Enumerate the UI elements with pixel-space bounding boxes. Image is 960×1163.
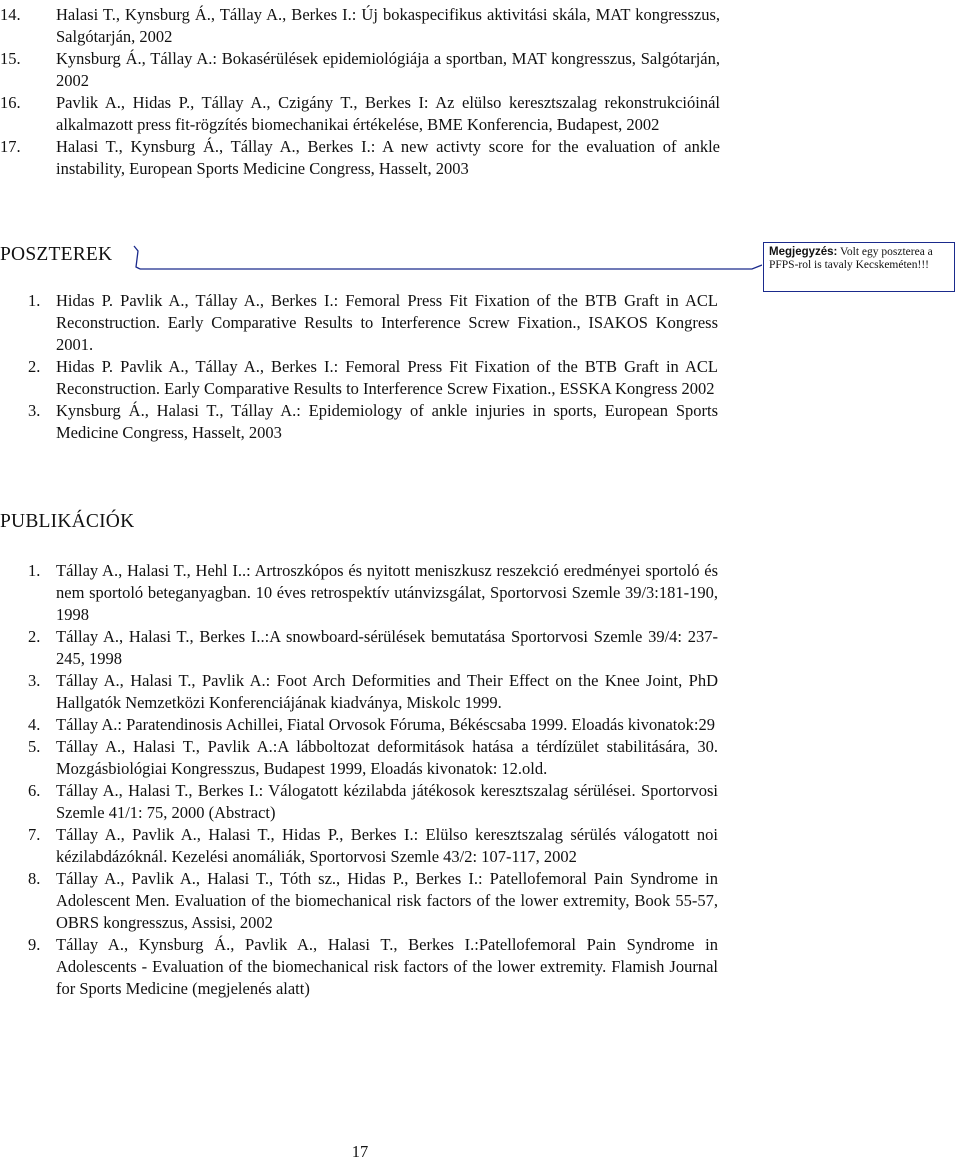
item-text: Tállay A., Halasi T., Pavlik A.:A lábboltozat deformitások hatása a térdízület stabilitására, 30. Mozgásbiológiai Kongresszus, Budapest 1999, Eloadás kivonatok: 12.old. [56,737,718,778]
item-number: 4. [28,715,41,734]
list-item [0,136,720,180]
item-text: Tállay A., Pavlik A., Halasi T., Hidas P., Berkes I.: Elülso keresztszalag sérülés válogatott noi kézilabdázóknál. Kezelési anomáliák, Sportorvosi Szemle 43/2: 107-117, 2002 [56,825,718,866]
item-number: 2. [28,627,41,646]
list-item [28,356,718,400]
list-item [0,92,720,136]
list-item [28,714,718,736]
item-text: Halasi T., Kynsburg Á., Tállay A., Berkes I.: Új bokaspecifikus aktivitási skála, MAT kongresszus, Salgótarján, 2002 [56,5,720,46]
comment-connector [132,245,762,275]
item-number: 7. [28,825,41,844]
item-number: 15. [0,49,21,68]
item-text: Tállay A., Halasi T., Berkes I.: Válogatott kézilabda játékosok keresztszalag sérülései. Sportorvosi Szemle 41/1: 75, 2000 (Abstract) [56,781,718,822]
item-text: Tállay A.: Paratendinosis Achillei, Fiatal Orvosok Fóruma, Békéscsaba 1999. Eloadás kivonatok:29 [56,715,715,734]
item-text: Hidas P. Pavlik A., Tállay A., Berkes I.: Femoral Press Fit Fixation of the BTB Graft in ACL Reconstruction. Early Comparative Results to Interference Screw Fixation., ISAKOS Kongress 2001. [56,291,718,354]
item-text: Tállay A., Pavlik A., Halasi T., Tóth sz., Hidas P., Berkes I.: Patellofemoral Pain Syndrome in Adolescent Men. Evaluation of the biomechanical risk factors of the lower extremity, Book 55-57, OBRS kongresszus, Assisi, 2002 [56,869,718,932]
poster-list [28,290,718,444]
item-text: Tállay A., Halasi T., Hehl I..: Artroszkópos és nyitott meniszkusz reszekció eredményei sportoló és nem sportoló beteganyagban. 10 éves retrospektív utánvizsgálat, Sportorvosi Szemle 39/3:181-190, 1998 [56,561,718,624]
item-text: Pavlik A., Hidas P., Tállay A., Czigány T., Berkes I: Az elülso keresztszalag rekonstrukcióinál alkalmazott press fit-rögzítés biomechanikai értékelése, BME Konferencia, Budapest, 2002 [56,93,720,134]
item-number: 14. [0,5,21,24]
list-item [28,934,718,1000]
list-item [28,560,718,626]
page-number: 17 [351,1142,369,1161]
list-item [0,4,720,48]
item-number: 2. [28,357,41,376]
comment-text: Volt egy poszterea a PFPS-rol is tavaly Kecskeméten!!! [769,246,933,271]
item-number: 16. [0,93,21,112]
publication-list [28,560,718,1000]
list-item [28,290,718,356]
item-text: Hidas P. Pavlik A., Tállay A., Berkes I.: Femoral Press Fit Fixation of the BTB Graft in ACL Reconstruction. Early Comparative Results to Interference Screw Fixation., ESSKA Kongress 2002 [56,357,718,398]
list-item [28,736,718,780]
list-item [28,400,718,444]
item-number: 17. [0,137,21,156]
posters-heading: POSZTEREK [0,244,113,265]
comment-box[interactable] [763,242,955,292]
item-number: 1. [28,561,41,580]
publications-heading: PUBLIKÁCIÓK [0,511,135,532]
item-number: 3. [28,401,41,420]
list-item [0,48,720,92]
list-item [28,670,718,714]
item-text: Halasi T., Kynsburg Á., Tállay A., Berkes I.: A new activty score for the evaluation of ankle instability, European Sports Medicine Congress, Hasselt, 2003 [56,137,720,178]
item-text: Kynsburg Á., Halasi T., Tállay A.: Epidemiology of ankle injuries in sports, European Sports Medicine Congress, Hasselt, 2003 [56,401,718,442]
item-text: Tállay A., Halasi T., Berkes I..:A snowboard-sérülések bemutatása Sportorvosi Szemle 39/4: 237-245, 1998 [56,627,718,668]
list-item [28,626,718,670]
item-number: 8. [28,869,41,888]
conference-list [0,4,720,180]
item-text: Tállay A., Halasi T., Pavlik A.: Foot Arch Deformities and Their Effect on the Knee Joint, PhD Hallgatók Nemzetközi Konferenciájának kiadványa, Miskolc 1999. [56,671,718,712]
item-number: 1. [28,291,41,310]
list-item [28,780,718,824]
list-item [28,824,718,868]
list-item [28,868,718,934]
item-text: Kynsburg Á., Tállay A.: Bokasérülések epidemiológiája a sportban, MAT kongresszus, Salgótarján, 2002 [56,49,720,90]
item-text: Tállay A., Kynsburg Á., Pavlik A., Halasi T., Berkes I.:Patellofemoral Pain Syndrome in Adolescents - Evaluation of the biomechanical risk factors of the lower extremity. Flamish Journal for Sports Medicine (megjelenés alatt) [56,935,718,998]
item-number: 9. [28,935,41,954]
item-number: 5. [28,737,41,756]
item-number: 3. [28,671,41,690]
comment-label: Megjegyzés: [769,246,838,258]
item-number: 6. [28,781,41,800]
